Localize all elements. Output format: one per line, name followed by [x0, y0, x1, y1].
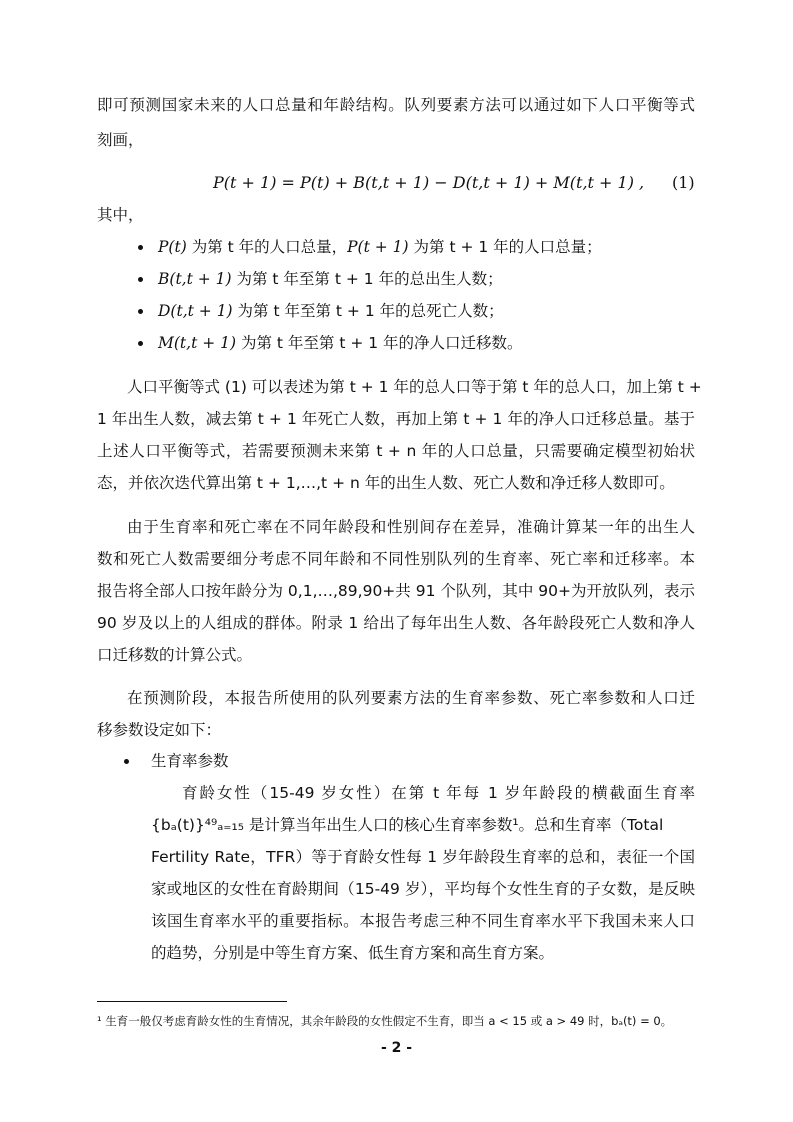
where-label: 其中， [97, 206, 144, 224]
fertility-line: {bₐ(t)}⁴⁹ₐ₌₁₅ 是计算当年出生人口的核心生育率参数¹。总和生育率（Total [151, 816, 664, 834]
para1-line2: 刻画， [97, 131, 144, 149]
fertility-heading: 生育率参数 [151, 752, 229, 770]
bullet-icon [138, 277, 143, 282]
footnote-rule [97, 1001, 287, 1002]
para4-line: 移参数设定如下： [97, 721, 222, 739]
para2-line: 态，并依次迭代算出第 t + 1,…,t + n 年的出生人数、死亡人数和净迁移人数即可。 [97, 474, 675, 492]
para2-line: 人口平衡等式 (1) 可以表述为第 t + 1 年的总人口等于第 t 年的总人口，加上第 t + [127, 378, 702, 396]
bullet-icon [138, 309, 143, 314]
fertility-line: 的趋势，分别是中等生育方案、低生育方案和高生育方案。 [151, 944, 555, 962]
fertility-line: Fertility Rate，TFR）等于育龄女性每 1 岁年龄段生育率的总和，表征一个国 [151, 848, 695, 866]
fertility-line: 育龄女性（15-49 岁女性）在第 t 年每 1 岁年龄段的横截面生育率 [182, 784, 695, 802]
page-number: - 2 - [380, 1040, 413, 1056]
definition-item: M(t,t + 1) 为第 t 年至第 t + 1 年的净人口迁移数。 [158, 334, 523, 352]
definition-item: B(t,t + 1) 为第 t 年至第 t + 1 年的总出生人数； [158, 270, 503, 288]
definition-item: D(t,t + 1) 为第 t 年至第 t + 1 年的总死亡人数； [158, 302, 504, 320]
fertility-line: 家或地区的女性在育龄期间（15-49 岁），平均每个女性生育的子女数，是反映 [151, 880, 695, 898]
para3-line: 90 岁及以上的人组成的群体。附录 1 给出了每年出生人数、各年龄段死亡人数和净人 [97, 614, 695, 632]
fertility-line: 该国生育率水平的重要指标。本报告考虑三种不同生育率水平下我国未来人口 [151, 912, 695, 930]
para3-line: 报告将全部人口按年龄分为 0,1,…,89,90+共 91 个队列，其中 90+为开放队列，表示 [97, 582, 696, 600]
footnote: ¹ 生育一般仅考虑育龄女性的生育情况，其余年龄段的女性假定不生育，即当 a < 15 或 a > 49 时，bₐ(t) = 0。 [97, 1014, 673, 1028]
para3-line: 口迁移数的计算公式。 [97, 646, 253, 664]
para4-line: 在预测阶段，本报告所使用的队列要素方法的生育率参数、死亡率参数和人口迁 [127, 689, 695, 707]
bullet-icon [138, 341, 143, 346]
para2-line: 1 年出生人数，减去第 t + 1 年死亡人数，再加上第 t + 1 年的净人口迁移总量。基于 [97, 410, 695, 428]
bullet-icon [138, 245, 143, 250]
balance-equation: P(t + 1) = P(t) + B(t,t + 1) − D(t,t + 1) + M(t,t + 1) , [213, 173, 645, 192]
para1-line1: 即可预测国家未来的人口总量和年龄结构。队列要素方法可以通过如下人口平衡等式 [97, 96, 695, 114]
para3-line: 由于生育率和死亡率在不同年龄段和性别间存在差异，准确计算某一年的出生人 [127, 518, 695, 536]
para3-line: 数和死亡人数需要细分考虑不同年龄和不同性别队列的生育率、死亡率和迁移率。本 [97, 550, 695, 568]
bullet-icon [124, 759, 129, 764]
para2-line: 上述人口平衡等式，若需要预测未来第 t + n 年的人口总量，只需要确定模型初始状 [97, 442, 695, 460]
definition-item: P(t) 为第 t 年的人口总量，P(t + 1) 为第 t + 1 年的人口总量； [158, 238, 602, 256]
equation-number: (1) [672, 173, 695, 192]
